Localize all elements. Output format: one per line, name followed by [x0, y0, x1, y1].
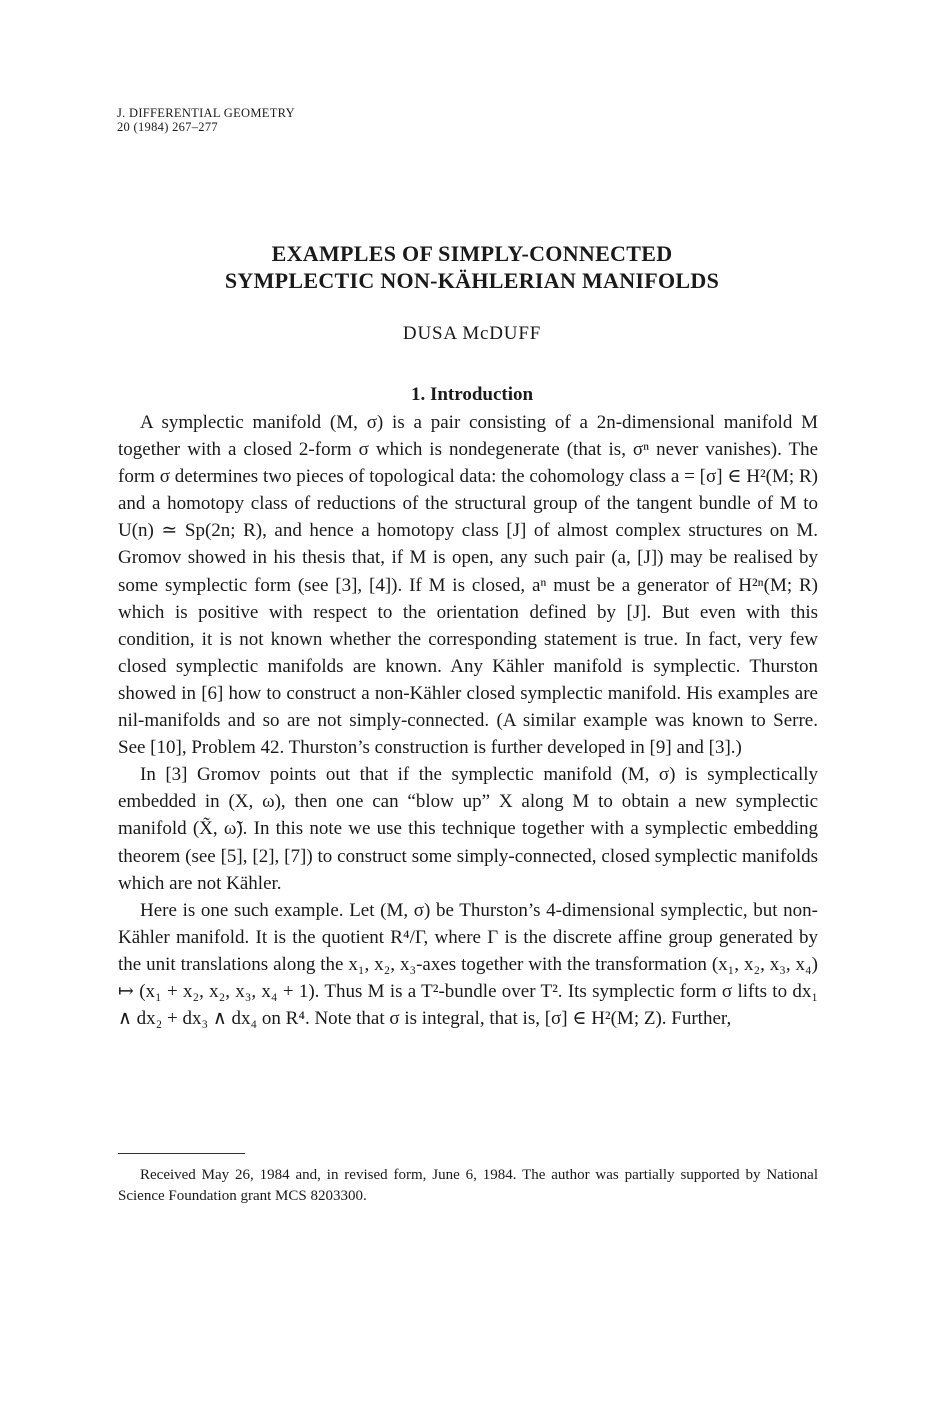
body-text: [118, 409, 818, 1032]
title-line-2: SYMPLECTIC NON-KÄHLERIAN MANIFOLDS: [224, 268, 720, 293]
journal-name: J. DIFFERENTIAL GEOMETRY: [117, 106, 295, 120]
paragraph-2: In [3] Gromov points out that if the symplectic manifold (M, σ) is symplectically embedded in (X, ω), then one can “blow up” X along M to obtain a new symplectic manifold (X̃, ω̃). In this note we use this technique together with a symplectic embedding theorem (see [5], [2], [7]) to construct some simply-connected, closed symplectic manifolds which are not Kähler.: [118, 764, 818, 894]
author-name: DUSA McDUFF: [402, 323, 542, 344]
journal-header: [117, 106, 295, 134]
paragraph-1: A symplectic manifold (M, σ) is a pair consisting of a 2n-dimensional manifold M together with a closed 2-form σ which is nondegenerate (that is, σⁿ never vanishes). The form σ determines two pieces of topological data: the cohomology class a = [σ] ∈ H²(M; R) and a homotopy class of reductions of the structural group of the tangent bundle of M to U(n) ≃ Sp(2n; R), and hence a homotopy class [J] of almost complex structures on M. Gromov showed in his thesis that, if M is open, any such pair (a, [J]) may be realised by some symplectic form (see [3], [4]). If M is closed, aⁿ must be a generator of H²ⁿ(M; R) which is positive with respect to the orientation defined by [J]. But even with this condition, it is not known whether the corresponding statement is true. In fact, very few closed symplectic manifolds are known. Any Kähler manifold is symplectic. Thurston showed in [6] how to construct a non-Kähler closed symplectic manifold. His examples are nil-manifolds and so are not simply-connected. (A similar example was known to Serre. See [10], Problem 42. Thurston’s construction is further developed in [9] and [3].): [118, 412, 818, 759]
paragraph-3: Here is one such example. Let (M, σ) be Thurston’s 4-dimensional symplectic, but non-Kähler manifold. It is the quotient R⁴/Γ, where Γ is the discrete affine group generated by the unit translations along the x₁, x₂, x₃-axes together with the transformation (x₁, x₂, x₃, x₄) ↦ (x₁ + x₂, x₂, x₃, x₄ + 1). Thus M is a T²-bundle over T². Its symplectic form σ lifts to dx₁ ∧ dx₂ + dx₃ ∧ dx₄ on R⁴. Note that σ is integral, that is, [σ] ∈ H²(M; Z). Further,: [118, 899, 818, 1030]
title-line-1: EXAMPLES OF SIMPLY-CONNECTED: [271, 241, 673, 266]
footnote-divider: [118, 1153, 245, 1154]
section-heading: 1. Introduction: [410, 384, 534, 405]
footnote: Received May 26, 1984 and, in revised form, June 6, 1984. The author was partially supported by National Science Foundation grant MCS 8203300.: [118, 1167, 818, 1204]
paper-title: [0, 240, 944, 294]
journal-volume: 20 (1984) 267–277: [117, 120, 218, 134]
